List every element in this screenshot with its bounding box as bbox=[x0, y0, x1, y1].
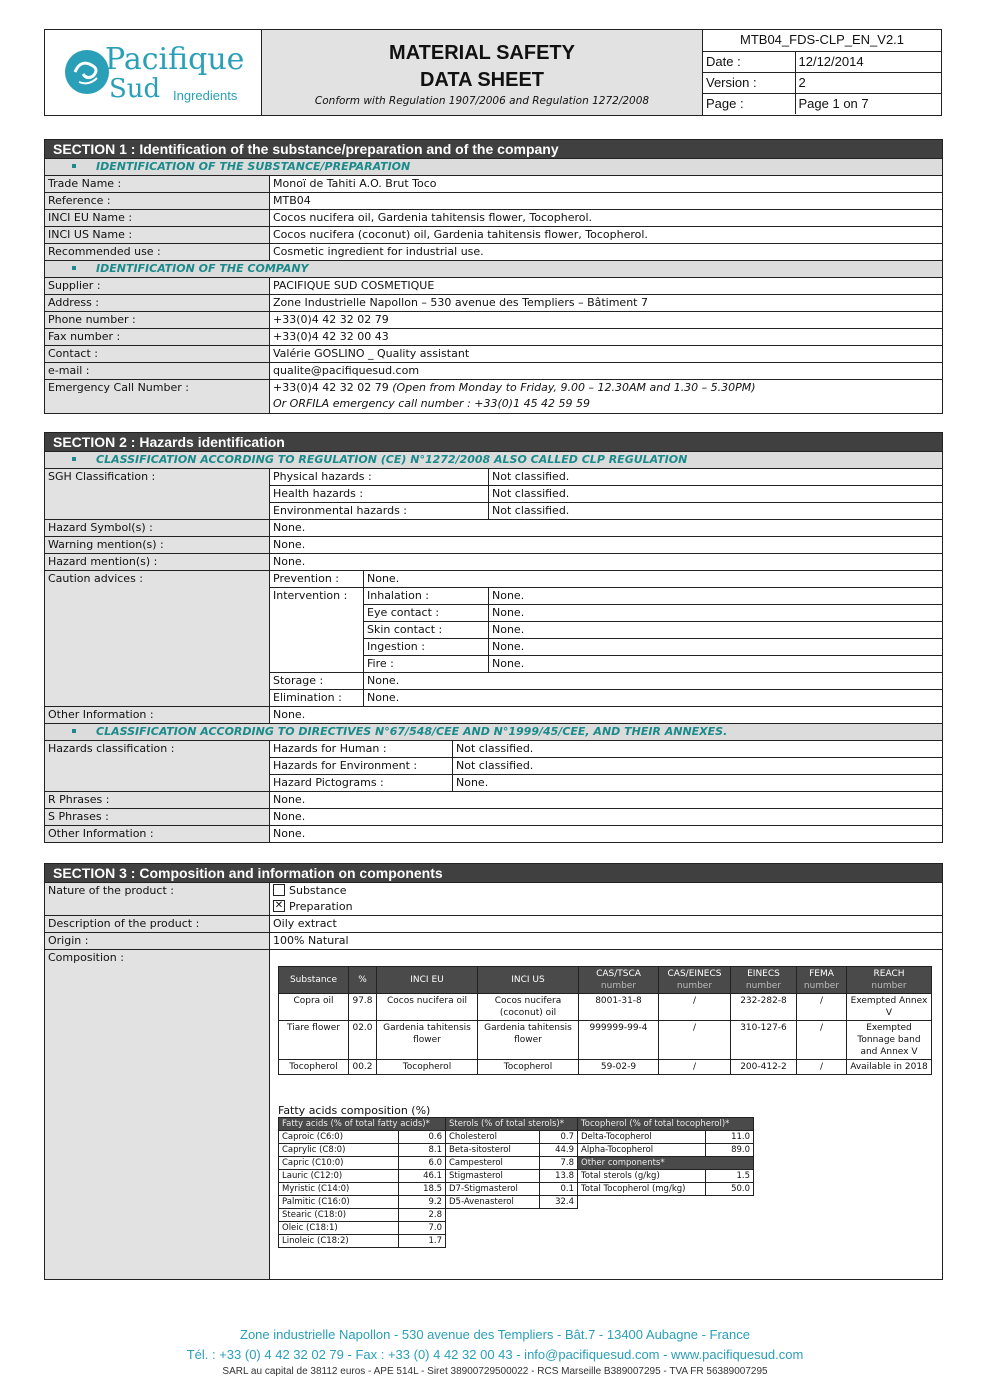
intervention-value: None. bbox=[489, 605, 943, 622]
composition-cell: Copra oil bbox=[279, 994, 349, 1021]
info-value: Cocos nucifera (coconut) oil, Gardenia tahitensis flower, Tocopherol. bbox=[270, 227, 943, 244]
hazards-class-value: Not classified. bbox=[453, 758, 943, 775]
component-name: D7-Stigmasterol bbox=[446, 1183, 540, 1196]
logo-sub: Sud bbox=[109, 74, 161, 104]
title-line-2: DATA SHEET bbox=[419, 69, 545, 91]
header-subtext: number bbox=[745, 981, 782, 991]
composition-cell: Tocopherol bbox=[478, 1060, 579, 1075]
document-header bbox=[44, 29, 942, 116]
composition-cell: 200-412-2 bbox=[731, 1060, 797, 1075]
logo-main: Pacifique bbox=[105, 42, 245, 77]
description-label: Description of the product : bbox=[45, 916, 270, 933]
component-value: 7.8 bbox=[540, 1157, 578, 1170]
composition-column-header bbox=[279, 967, 349, 994]
component-name: Caprylic (C8:0) bbox=[279, 1144, 399, 1157]
info-row bbox=[45, 210, 943, 227]
sterol-row bbox=[446, 1183, 578, 1196]
date-label: Date : bbox=[703, 51, 795, 72]
component-value: 0.1 bbox=[540, 1183, 578, 1196]
warning-mention-label: Warning mention(s) : bbox=[45, 537, 270, 554]
header-text: INCI US bbox=[511, 975, 545, 985]
info-value: qualite@pacifiquesud.com bbox=[270, 363, 943, 380]
component-value: 32.4 bbox=[540, 1196, 578, 1209]
info-label: Trade Name : bbox=[45, 176, 270, 193]
intervention-key: Ingestion : bbox=[364, 639, 489, 656]
component-name: Delta-Tocopherol bbox=[578, 1131, 706, 1144]
fatty-acid-row bbox=[279, 1144, 446, 1157]
composition-cell: / bbox=[659, 1060, 731, 1075]
info-label: Reference : bbox=[45, 193, 270, 210]
composition-cell: Tocopherol bbox=[377, 1060, 478, 1075]
document-meta bbox=[703, 30, 941, 115]
component-value: 6.0 bbox=[399, 1157, 446, 1170]
sterol-row bbox=[446, 1157, 578, 1170]
fatty-acids-header: Fatty acids (% of total fatty acids)* bbox=[279, 1118, 446, 1131]
page-label: Page : bbox=[703, 93, 795, 114]
composition-row bbox=[279, 1021, 932, 1060]
info-label: Address : bbox=[45, 295, 270, 312]
hazards-class-key: Hazards for Environment : bbox=[270, 758, 453, 775]
composition-content bbox=[270, 950, 943, 1280]
composition-column-header bbox=[377, 967, 478, 994]
bullet-icon bbox=[72, 164, 76, 168]
tocopherol-table bbox=[577, 1117, 754, 1196]
storage-value: None. bbox=[364, 673, 943, 690]
prevention-value: None. bbox=[364, 571, 943, 588]
header-text: EINECS bbox=[747, 969, 780, 979]
section-2-title: SECTION 2 : Hazards identification bbox=[45, 433, 943, 452]
caution-label: Caution advices : bbox=[45, 571, 270, 707]
sgh-value: Not classified. bbox=[489, 469, 943, 486]
emergency-phone: +33(0)4 42 32 02 79 bbox=[273, 381, 393, 394]
component-value: 1.7 bbox=[399, 1235, 446, 1248]
component-name: Total Tocopherol (mg/kg) bbox=[578, 1183, 706, 1196]
description-value: Oily extract bbox=[270, 916, 943, 933]
logo-ingredients: Ingredients bbox=[173, 88, 238, 103]
composition-row bbox=[279, 1060, 932, 1075]
info-row bbox=[45, 329, 943, 346]
other-info-label: Other Information : bbox=[45, 707, 270, 724]
fatty-acid-row bbox=[279, 1222, 446, 1235]
component-name: Lauric (C12:0) bbox=[279, 1170, 399, 1183]
checkbox-preparation-checked[interactable]: ✕ bbox=[274, 900, 284, 911]
composition-cell: Gardenia tahitensis flower bbox=[377, 1021, 478, 1060]
fatty-acid-row bbox=[279, 1157, 446, 1170]
sgh-value: Not classified. bbox=[489, 486, 943, 503]
sgh-label: SGH Classification : bbox=[45, 469, 270, 520]
info-label: Recommended use : bbox=[45, 244, 270, 261]
fatty-acid-row bbox=[279, 1196, 446, 1209]
section-2 bbox=[44, 432, 943, 843]
component-name: D5-Avenasterol bbox=[446, 1196, 540, 1209]
component-name: Stigmasterol bbox=[446, 1170, 540, 1183]
composition-cell: 97.8 bbox=[349, 994, 377, 1021]
info-value: Cosmetic ingredient for industrial use. bbox=[270, 244, 943, 261]
info-label: e-mail : bbox=[45, 363, 270, 380]
hazards-class-value: None. bbox=[453, 775, 943, 792]
intervention-key: Intervention : bbox=[270, 588, 364, 673]
component-value: 46.1 bbox=[399, 1170, 446, 1183]
fatty-acids-title: Fatty acids composition (%) bbox=[278, 1104, 431, 1117]
emergency-label: Emergency Call Number : bbox=[45, 380, 270, 414]
info-label: Phone number : bbox=[45, 312, 270, 329]
hazard-symbol-value: None. bbox=[270, 520, 943, 537]
fatty-acid-row bbox=[279, 1235, 446, 1248]
bullet-icon bbox=[72, 457, 76, 461]
component-value: 89.0 bbox=[706, 1144, 754, 1157]
header-subtext: number bbox=[676, 981, 713, 991]
other-info-label: Other Information : bbox=[45, 826, 270, 843]
composition-column-header bbox=[797, 967, 847, 994]
conform-regulation: Conform with Regulation 1907/2006 and Regulation 1272/2008 bbox=[314, 95, 650, 107]
footer-legal: SARL au capital de 38112 euros - APE 514L - Siret 38900729500022 - RCS Marseille B389007295 - TVA FR 56389007295 bbox=[222, 1366, 768, 1377]
component-name: Campesterol bbox=[446, 1157, 540, 1170]
composition-cell: Exempted Annex V bbox=[847, 994, 932, 1021]
company-logo bbox=[45, 30, 262, 115]
nature-label: Nature of the product : bbox=[45, 883, 270, 916]
info-row bbox=[45, 278, 943, 295]
fatty-acids-table bbox=[278, 1117, 446, 1248]
header-subtext: number bbox=[871, 981, 907, 991]
intervention-value: None. bbox=[489, 588, 943, 605]
component-name: Palmitic (C16:0) bbox=[279, 1196, 399, 1209]
composition-cell: 232-282-8 bbox=[731, 994, 797, 1021]
warning-mention-value: None. bbox=[270, 537, 943, 554]
header-subtext: number bbox=[803, 981, 840, 991]
footer-address: Zone industrielle Napollon - 530 avenue des Templiers - Bât.7 - 13400 Aubagne - France bbox=[240, 1327, 750, 1342]
fatty-acid-row bbox=[279, 1209, 446, 1222]
composition-column-header bbox=[731, 967, 797, 994]
component-name: Alpha-Tocopherol bbox=[578, 1144, 706, 1157]
info-label: Contact : bbox=[45, 346, 270, 363]
page-footer bbox=[0, 1325, 990, 1379]
composition-cell: Tiare flower bbox=[279, 1021, 349, 1060]
storage-key: Storage : bbox=[270, 673, 364, 690]
section-1-subheading-substance: IDENTIFICATION OF THE SUBSTANCE/PREPARATION bbox=[45, 159, 943, 176]
composition-cell: Exempted Tonnage band and Annex V bbox=[847, 1021, 932, 1060]
component-value: 7.0 bbox=[399, 1222, 446, 1235]
composition-cell: / bbox=[797, 1060, 847, 1075]
nature-options bbox=[270, 883, 943, 916]
sterol-row bbox=[446, 1196, 578, 1209]
composition-cell: 8001-31-8 bbox=[579, 994, 659, 1021]
composition-table bbox=[278, 966, 932, 1075]
version-value: 2 bbox=[795, 72, 941, 93]
info-row bbox=[45, 193, 943, 210]
option-preparation: Preparation bbox=[289, 900, 353, 913]
composition-column-header bbox=[349, 967, 377, 994]
other-component-row bbox=[578, 1183, 754, 1196]
component-name: Myristic (C14:0) bbox=[279, 1183, 399, 1196]
info-value: MTB04 bbox=[270, 193, 943, 210]
composition-cell: Cocos nucifera (coconut) oil bbox=[478, 994, 579, 1021]
fatty-acid-row bbox=[279, 1183, 446, 1196]
hazards-class-key: Hazards for Human : bbox=[270, 741, 453, 758]
sterol-row bbox=[446, 1144, 578, 1157]
tocopherol-row bbox=[578, 1144, 754, 1157]
emergency-value bbox=[270, 380, 943, 414]
composition-cell: 59-02-9 bbox=[579, 1060, 659, 1075]
hazards-class-key: Hazard Pictograms : bbox=[270, 775, 453, 792]
component-value: 2.8 bbox=[399, 1209, 446, 1222]
composition-cell: 999999-99-4 bbox=[579, 1021, 659, 1060]
component-value: 50.0 bbox=[706, 1183, 754, 1196]
info-row bbox=[45, 295, 943, 312]
header-text: REACH bbox=[873, 969, 905, 979]
header-text: CAS/TSCA bbox=[596, 969, 641, 979]
composition-cell: 00.2 bbox=[349, 1060, 377, 1075]
fatty-acid-row bbox=[279, 1131, 446, 1144]
info-value: Zone Industrielle Napollon – 530 avenue des Templiers – Bâtiment 7 bbox=[270, 295, 943, 312]
sterol-row bbox=[446, 1131, 578, 1144]
other-component-row bbox=[578, 1170, 754, 1183]
section-1-title: SECTION 1 : Identification of the substance/preparation and of the company bbox=[45, 140, 943, 159]
header-text: FEMA bbox=[809, 969, 834, 979]
origin-value: 100% Natural bbox=[270, 933, 943, 950]
section-1 bbox=[44, 139, 943, 414]
intervention-key: Eye contact : bbox=[364, 605, 489, 622]
doc-code: MTB04_FDS-CLP_EN_V2.1 bbox=[703, 30, 941, 51]
composition-cell: / bbox=[797, 1021, 847, 1060]
intervention-key: Fire : bbox=[364, 656, 489, 673]
section-3 bbox=[44, 863, 943, 1280]
component-name: Caproic (C6:0) bbox=[279, 1131, 399, 1144]
fatty-acid-row bbox=[279, 1170, 446, 1183]
sgh-key: Environmental hazards : bbox=[270, 503, 489, 520]
composition-cell: / bbox=[659, 994, 731, 1021]
composition-cell: / bbox=[659, 1021, 731, 1060]
s-phrases-value: None. bbox=[270, 809, 943, 826]
r-phrases-label: R Phrases : bbox=[45, 792, 270, 809]
elimination-key: Elimination : bbox=[270, 690, 364, 707]
bullet-icon bbox=[72, 266, 76, 270]
document-title-block bbox=[262, 30, 703, 115]
hazard-mention-label: Hazard mention(s) : bbox=[45, 554, 270, 571]
intervention-value: None. bbox=[489, 639, 943, 656]
composition-column-header bbox=[478, 967, 579, 994]
info-label: Supplier : bbox=[45, 278, 270, 295]
section-2-subheading-clp: CLASSIFICATION ACCORDING TO REGULATION (CE) N°1272/2008 ALSO CALLED CLP REGULATION bbox=[45, 452, 943, 469]
composition-cell: Gardenia tahitensis flower bbox=[478, 1021, 579, 1060]
emergency-hours: (Open from Monday to Friday, 9.00 – 12.30AM and 1.30 – 5.30PM) bbox=[392, 381, 756, 394]
sterols-table bbox=[445, 1117, 578, 1209]
tocopherol-row bbox=[578, 1131, 754, 1144]
component-value: 44.9 bbox=[540, 1144, 578, 1157]
tocopherol-header: Tocopherol (% of total tocopherol)* bbox=[578, 1118, 754, 1131]
info-value: +33(0)4 42 32 00 43 bbox=[270, 329, 943, 346]
component-value: 1.5 bbox=[706, 1170, 754, 1183]
prevention-key: Prevention : bbox=[270, 571, 364, 588]
sterol-row bbox=[446, 1170, 578, 1183]
bullet-icon bbox=[72, 729, 76, 733]
sgh-key: Physical hazards : bbox=[270, 469, 489, 486]
sgh-key: Health hazards : bbox=[270, 486, 489, 503]
footer-contact: Tél. : +33 (0) 4 42 32 02 79 - Fax : +33 (0) 4 42 32 00 43 - info@pacifiquesud.com - www.pacifiquesud.com bbox=[186, 1347, 804, 1362]
composition-column-header bbox=[579, 967, 659, 994]
r-phrases-value: None. bbox=[270, 792, 943, 809]
component-value: 13.8 bbox=[540, 1170, 578, 1183]
component-name: Capric (C10:0) bbox=[279, 1157, 399, 1170]
component-name: Oleic (C18:1) bbox=[279, 1222, 399, 1235]
header-text: CAS/EINECS bbox=[667, 969, 722, 979]
info-label: INCI US Name : bbox=[45, 227, 270, 244]
info-label: INCI EU Name : bbox=[45, 210, 270, 227]
version-label: Version : bbox=[703, 72, 795, 93]
header-text: Substance bbox=[289, 975, 338, 985]
checkbox-substance[interactable] bbox=[273, 884, 285, 896]
other-info-value: None. bbox=[270, 707, 943, 724]
component-name: Linoleic (C18:2) bbox=[279, 1235, 399, 1248]
info-row bbox=[45, 363, 943, 380]
header-subtext: number bbox=[600, 981, 637, 991]
composition-row bbox=[279, 994, 932, 1021]
header-text: % bbox=[358, 975, 367, 985]
other-info-value: None. bbox=[270, 826, 943, 843]
intervention-key: Inhalation : bbox=[364, 588, 489, 605]
component-value: 0.6 bbox=[399, 1131, 446, 1144]
component-name: Beta-sitosterol bbox=[446, 1144, 540, 1157]
composition-label: Composition : bbox=[45, 950, 270, 1280]
composition-cell: Tocopherol bbox=[279, 1060, 349, 1075]
composition-cell: 310-127-6 bbox=[731, 1021, 797, 1060]
composition-cell: Cocos nucifera oil bbox=[377, 994, 478, 1021]
intervention-value: None. bbox=[489, 622, 943, 639]
origin-label: Origin : bbox=[45, 933, 270, 950]
info-row bbox=[45, 176, 943, 193]
component-value: 8.1 bbox=[399, 1144, 446, 1157]
section-2-subheading-directives: CLASSIFICATION ACCORDING TO DIRECTIVES N°67/548/CEE AND N°1999/45/CEE, AND THEIR ANNEXES. bbox=[45, 724, 943, 741]
composition-column-header bbox=[659, 967, 731, 994]
intervention-value: None. bbox=[489, 656, 943, 673]
header-text: INCI EU bbox=[410, 975, 444, 985]
composition-cell: / bbox=[797, 994, 847, 1021]
option-substance: Substance bbox=[289, 884, 347, 897]
elimination-value: None. bbox=[364, 690, 943, 707]
info-row bbox=[45, 346, 943, 363]
hazards-class-value: Not classified. bbox=[453, 741, 943, 758]
info-value: +33(0)4 42 32 02 79 bbox=[270, 312, 943, 329]
info-row bbox=[45, 244, 943, 261]
info-value: Monoï de Tahiti A.O. Brut Toco bbox=[270, 176, 943, 193]
component-name: Stearic (C18:0) bbox=[279, 1209, 399, 1222]
title-line-1: MATERIAL SAFETY bbox=[389, 42, 575, 64]
info-row bbox=[45, 312, 943, 329]
hazard-symbol-label: Hazard Symbol(s) : bbox=[45, 520, 270, 537]
composition-cell: Available in 2018 bbox=[847, 1060, 932, 1075]
component-value: 18.5 bbox=[399, 1183, 446, 1196]
info-value: Valérie GOSLINO _ Quality assistant bbox=[270, 346, 943, 363]
hazards-classification-label: Hazards classification : bbox=[45, 741, 270, 792]
composition-column-header bbox=[847, 967, 932, 994]
info-label: Fax number : bbox=[45, 329, 270, 346]
intervention-key: Skin contact : bbox=[364, 622, 489, 639]
section-1-subheading-company: IDENTIFICATION OF THE COMPANY bbox=[45, 261, 943, 278]
component-name: Cholesterol bbox=[446, 1131, 540, 1144]
section-3-title: SECTION 3 : Composition and information on components bbox=[45, 864, 943, 883]
component-value: 9.2 bbox=[399, 1196, 446, 1209]
sterols-header: Sterols (% of total sterols)* bbox=[446, 1118, 578, 1131]
other-components-header: Other components* bbox=[578, 1157, 754, 1170]
component-value: 0.7 bbox=[540, 1131, 578, 1144]
page-value: Page 1 on 7 bbox=[795, 93, 941, 114]
emergency-orfila: Or ORFILA emergency call number : +33(0)1 45 42 59 59 bbox=[273, 397, 591, 410]
component-name: Total sterols (g/kg) bbox=[578, 1170, 706, 1183]
s-phrases-label: S Phrases : bbox=[45, 809, 270, 826]
component-value: 11.0 bbox=[706, 1131, 754, 1144]
info-row bbox=[45, 227, 943, 244]
hazard-mention-value: None. bbox=[270, 554, 943, 571]
info-value: Cocos nucifera oil, Gardenia tahitensis flower, Tocopherol. bbox=[270, 210, 943, 227]
sgh-value: Not classified. bbox=[489, 503, 943, 520]
composition-cell: 02.0 bbox=[349, 1021, 377, 1060]
date-value: 12/12/2014 bbox=[795, 51, 941, 72]
info-value: PACIFIQUE SUD COSMETIQUE bbox=[270, 278, 943, 295]
